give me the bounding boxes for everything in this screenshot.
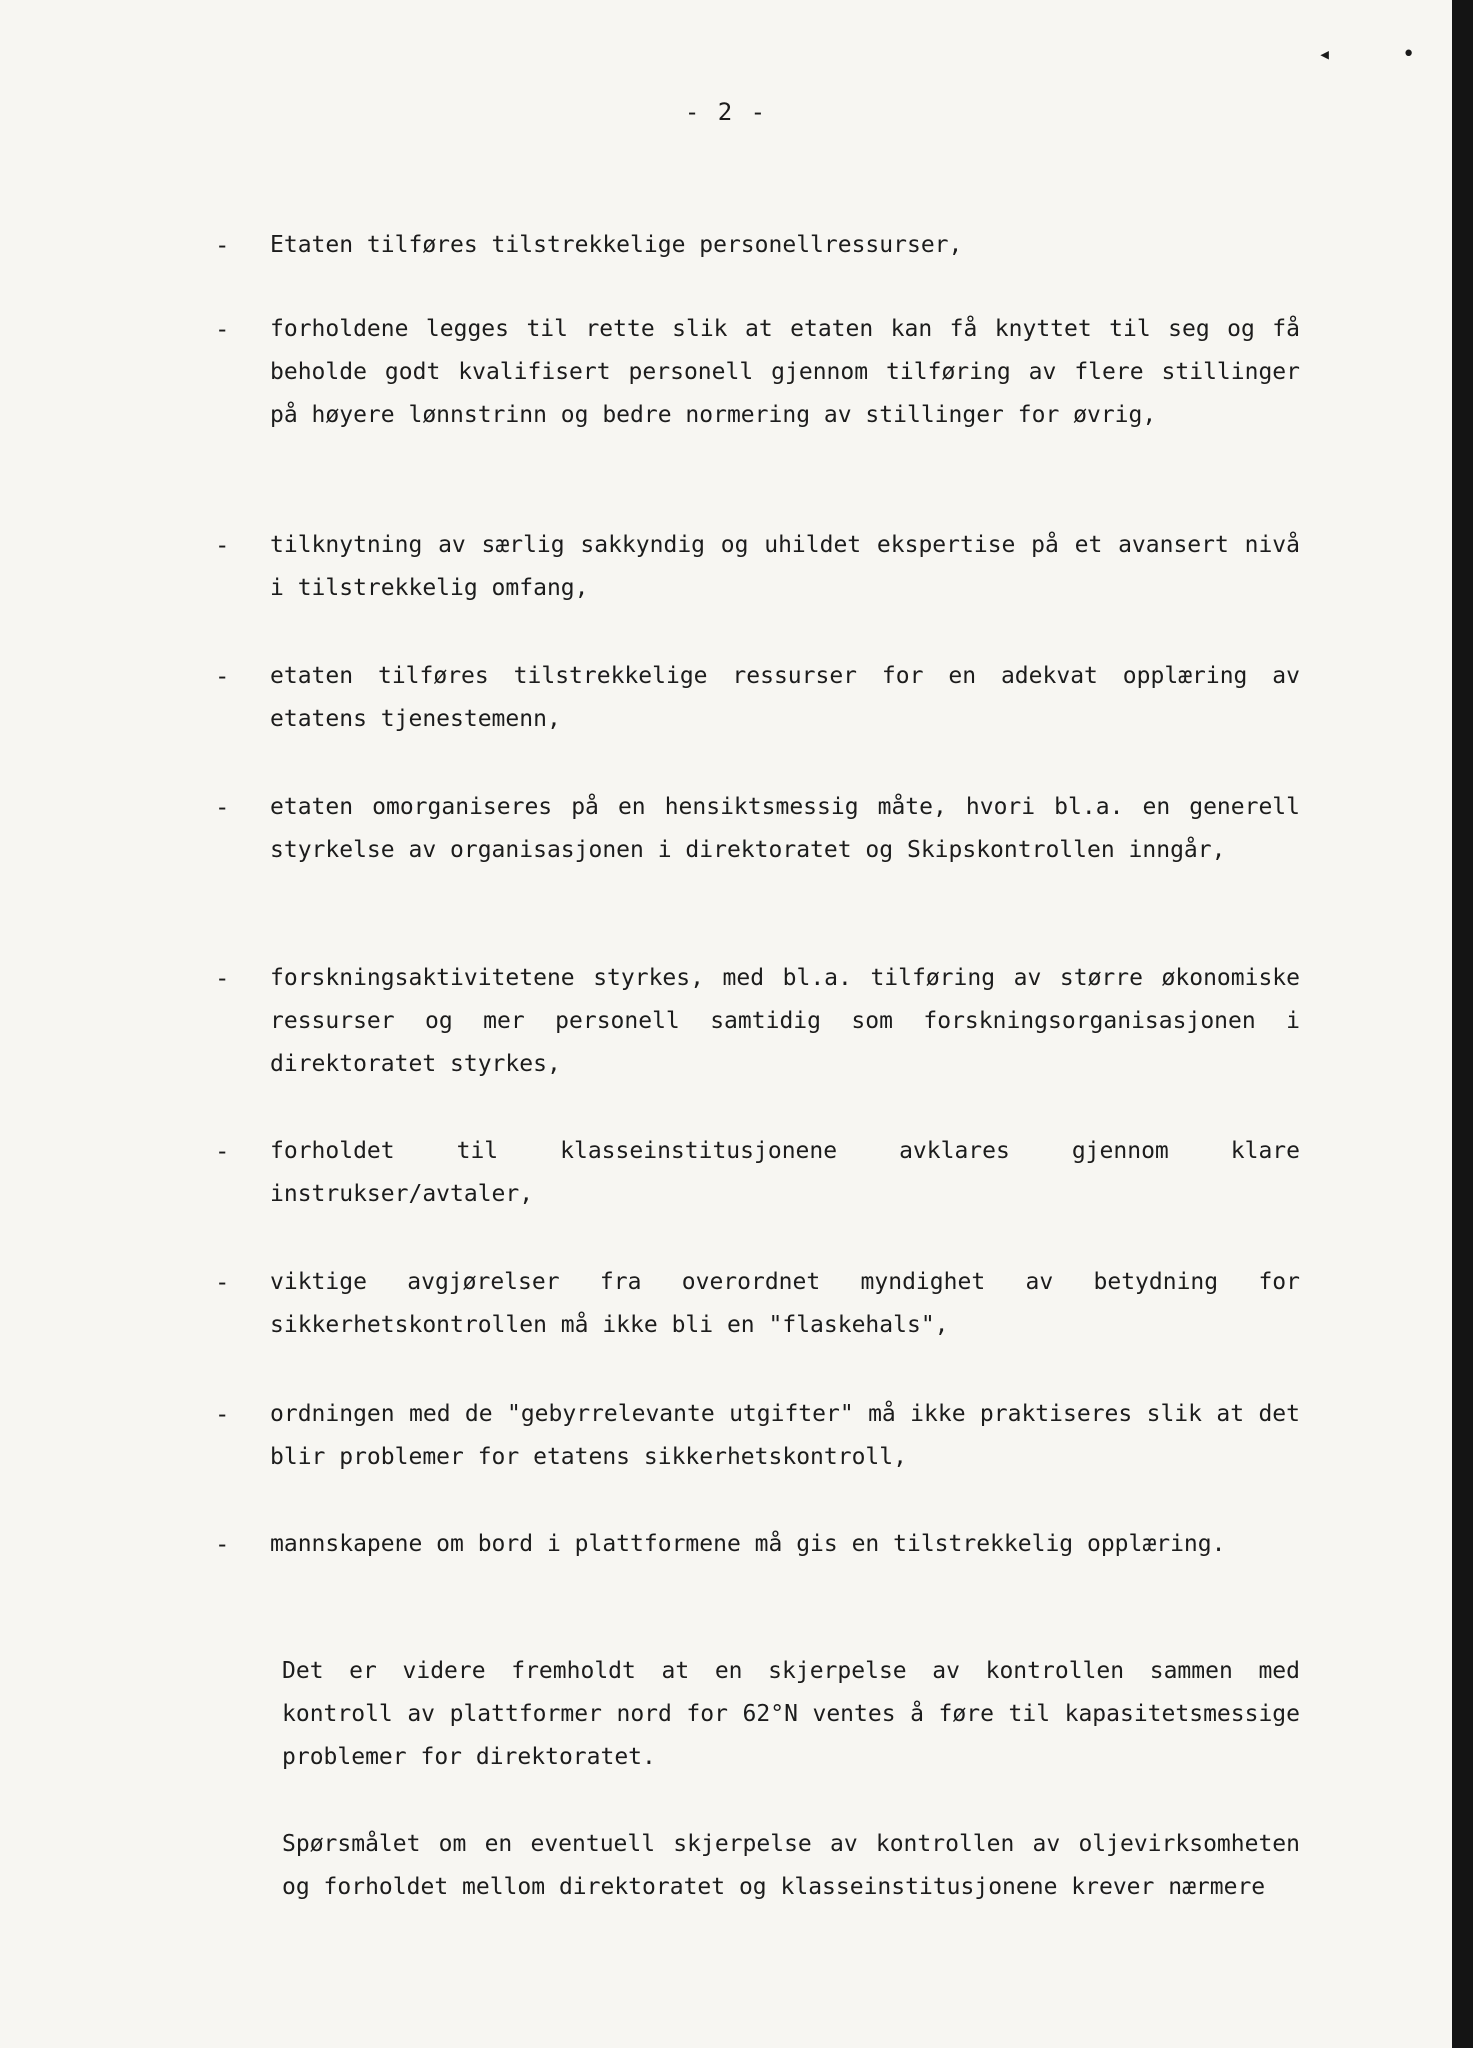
bullet-dash: -: [215, 531, 230, 559]
bullet-dash: -: [215, 1400, 230, 1428]
list-item-text: forholdet til klasseinstitusjonene avklares gjennom klare instrukser/avtaler,: [270, 1138, 1300, 1207]
bullet-dash: -: [215, 315, 230, 343]
list-item: [215, 786, 1300, 872]
body-paragraph: Spørsmålet om en eventuell skjerpelse av kontrollen av oljevirksomheten og forholdet mellom direktoratet og klasseinstitusjonene krever nærmere: [282, 1831, 1300, 1900]
list-item-text: etaten omorganiseres på en hensiktsmessig måte, hvori bl.a. en generell styrkelse av organisasjonen i direktoratet og Skipskontrollen inngår,: [270, 794, 1300, 863]
corner-mark-left: ◂: [1318, 42, 1332, 67]
list-item-text: forholdene legges til rette slik at etaten kan få knyttet til seg og få beholde godt kvalifisert personell gjennom tilføring av flere stillinger på høyere lønnstrinn og bedre normering av stillinger for øvrig,: [270, 316, 1300, 428]
bullet-dash: -: [215, 1530, 230, 1558]
list-item-text: viktige avgjørelser fra overordnet myndighet av betydning for sikkerhetskontrollen må ikke bli en "flaskehals",: [270, 1269, 1300, 1338]
list-item: [215, 1130, 1300, 1216]
bullet-dash: -: [215, 964, 230, 992]
bullet-dash: -: [215, 1268, 230, 1296]
list-item-text: tilknytning av særlig sakkyndig og uhildet ekspertise på et avansert nivå i tilstrekkelig omfang,: [270, 532, 1300, 601]
list-item-text: Etaten tilføres tilstrekkelige personellressurser,: [270, 232, 963, 258]
bullet-dash: -: [215, 231, 230, 259]
list-item: [215, 957, 1300, 1086]
list-item: [215, 1523, 1300, 1566]
bullet-dash: -: [215, 793, 230, 821]
bullet-dash: -: [215, 1137, 230, 1165]
page-number: - 2 -: [684, 98, 768, 126]
list-item-text: etaten tilføres tilstrekkelige ressurser for en adekvat opplæring av etatens tjenestemenn,: [270, 663, 1300, 732]
body-paragraph: Det er videre fremholdt at en skjerpelse av kontrollen sammen med kontroll av plattformer nord for 62°N ventes å føre til kapasitetsmessige problemer for direktoratet.: [282, 1658, 1300, 1770]
list-item: [215, 1261, 1300, 1347]
bullet-dash: -: [215, 662, 230, 690]
list-item-text: mannskapene om bord i plattformene må gis en tilstrekkelig opplæring.: [270, 1531, 1226, 1557]
list-item-text: forskningsaktivitetene styrkes, med bl.a. tilføring av større økonomiske ressurser og mer personell samtidig som forskningsorganisasjonen i direktoratet styrkes,: [270, 965, 1300, 1077]
list-item: [215, 1393, 1300, 1479]
list-item: [215, 308, 1300, 437]
list-item: [215, 224, 1300, 267]
list-item: [215, 524, 1300, 610]
corner-mark-right: •: [1402, 42, 1416, 67]
list-item: [215, 655, 1300, 741]
list-item-text: ordningen med de "gebyrrelevante utgifter" må ikke praktiseres slik at det blir problemer for etatens sikkerhetskontroll,: [270, 1401, 1300, 1470]
